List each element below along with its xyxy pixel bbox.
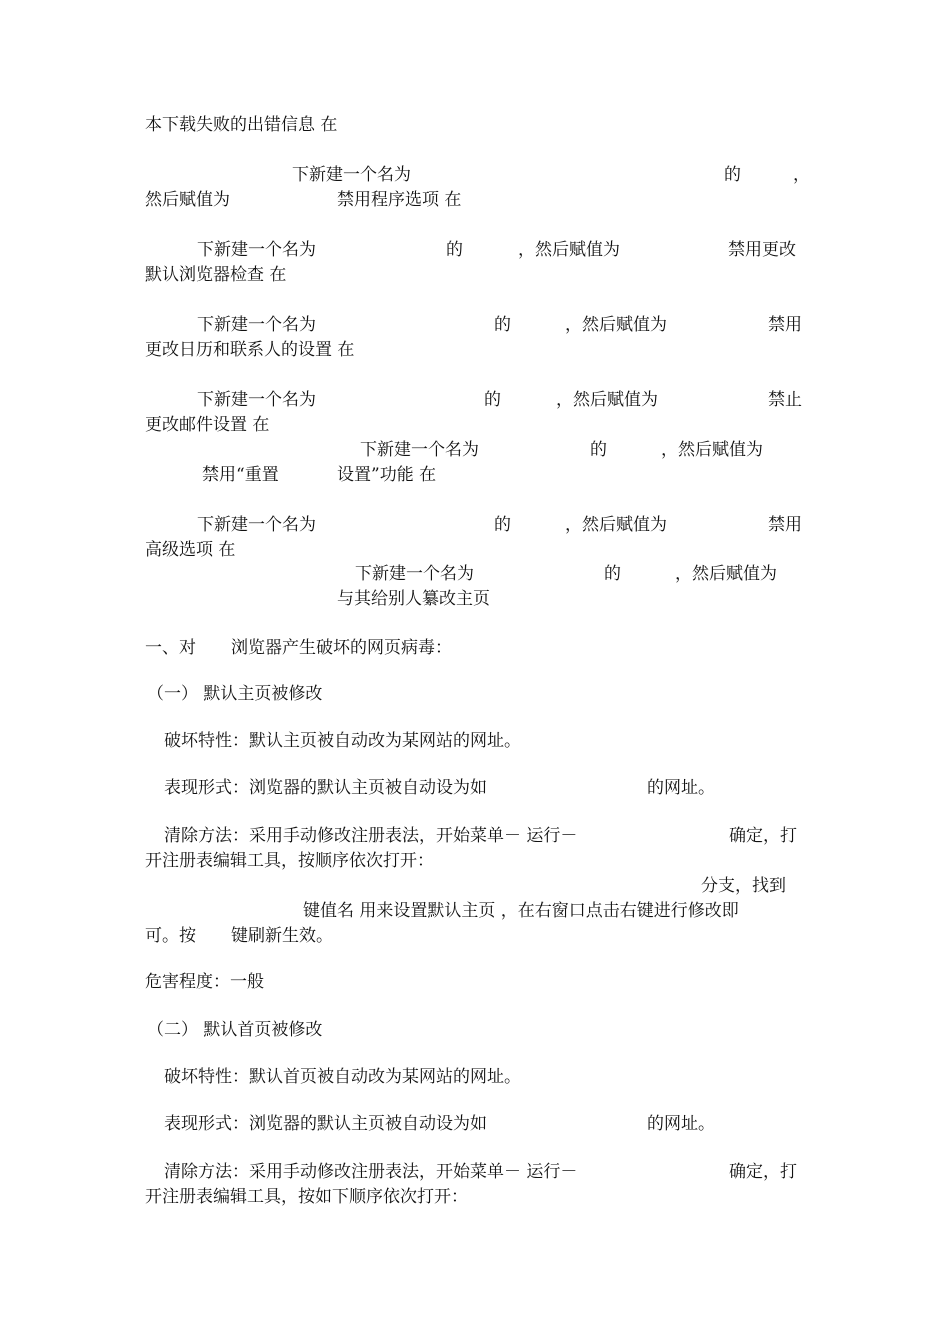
text-line: 清除方法：采用手动修改注册表法，开始菜单－ 运行－: [164, 1162, 578, 1182]
text-line: 开注册表编辑工具，按如下顺序依次打开：: [145, 1187, 468, 1207]
section-heading: （一） 默认主页被修改: [147, 684, 323, 704]
text-line: ，然后赋值为: [675, 564, 777, 584]
text-line: 默认浏览器检查 在: [145, 265, 287, 285]
text-line: 下新建一个名为: [292, 165, 411, 185]
section-heading: （二） 默认首页被修改: [147, 1020, 323, 1040]
text-line: 危害程度：一般: [145, 972, 264, 992]
text-line: 键刷新生效。: [231, 926, 333, 946]
text-line: 确定，打: [729, 1162, 797, 1182]
text-line: 的: [724, 165, 741, 185]
text-line: 禁用“重置: [202, 465, 279, 485]
text-line: 下新建一个名为: [197, 240, 316, 260]
text-line: 的网址。: [647, 1114, 715, 1134]
text-line: 下新建一个名为: [355, 564, 474, 584]
text-line: 的: [590, 440, 607, 460]
text-line: 破坏特性：默认首页被自动改为某网站的网址。: [164, 1067, 521, 1087]
text-line: 禁用更改: [728, 240, 796, 260]
text-line: ，: [793, 165, 810, 185]
text-line: 的: [494, 515, 511, 535]
text-line: 禁用程序选项 在: [337, 190, 462, 210]
text-line: ，然后赋值为: [565, 315, 667, 335]
text-line: 更改邮件设置 在: [145, 415, 270, 435]
text-line: 禁用: [768, 515, 802, 535]
text-line: 下新建一个名为: [360, 440, 479, 460]
text-line: ，然后赋值为: [661, 440, 763, 460]
text-line: 然后赋值为: [145, 190, 230, 210]
text-line: 与其给别人纂改主页: [337, 589, 490, 609]
text-line: 的网址。: [647, 778, 715, 798]
text-line: 下新建一个名为: [197, 515, 316, 535]
text-line: 本下载失败的出错信息 在: [145, 115, 338, 135]
text-line: 可。按: [145, 926, 196, 946]
text-line: 的: [446, 240, 463, 260]
text-line: 开注册表编辑工具，按顺序依次打开：: [145, 851, 434, 871]
text-line: 下新建一个名为: [197, 390, 316, 410]
text-line: 的: [604, 564, 621, 584]
text-line: 一、对: [145, 638, 196, 658]
text-line: 表现形式：浏览器的默认主页被自动设为如: [164, 778, 487, 798]
text-line: ，然后赋值为: [556, 390, 658, 410]
text-line: 更改日历和联系人的设置 在: [145, 340, 355, 360]
text-line: 设置”功能 在: [337, 465, 437, 485]
text-line: 确定，打: [729, 826, 797, 846]
text-line: 破坏特性：默认主页被自动改为某网站的网址。: [164, 731, 521, 751]
text-line: 的: [494, 315, 511, 335]
text-line: 禁止: [768, 390, 802, 410]
text-line: 高级选项 在: [145, 540, 236, 560]
text-line: 的: [484, 390, 501, 410]
text-line: ，然后赋值为: [518, 240, 620, 260]
text-line: 下新建一个名为: [197, 315, 316, 335]
text-line: ，然后赋值为: [565, 515, 667, 535]
text-line: 清除方法：采用手动修改注册表法，开始菜单－ 运行－: [164, 826, 578, 846]
text-line: 表现形式：浏览器的默认主页被自动设为如: [164, 1114, 487, 1134]
text-line: 禁用: [768, 315, 802, 335]
text-line: 分支，找到: [701, 876, 786, 896]
text-line: 键值名 用来设置默认主页 ，在右窗口点击右键进行修改即: [303, 901, 739, 921]
text-line: 浏览器产生破坏的网页病毒：: [231, 638, 452, 658]
